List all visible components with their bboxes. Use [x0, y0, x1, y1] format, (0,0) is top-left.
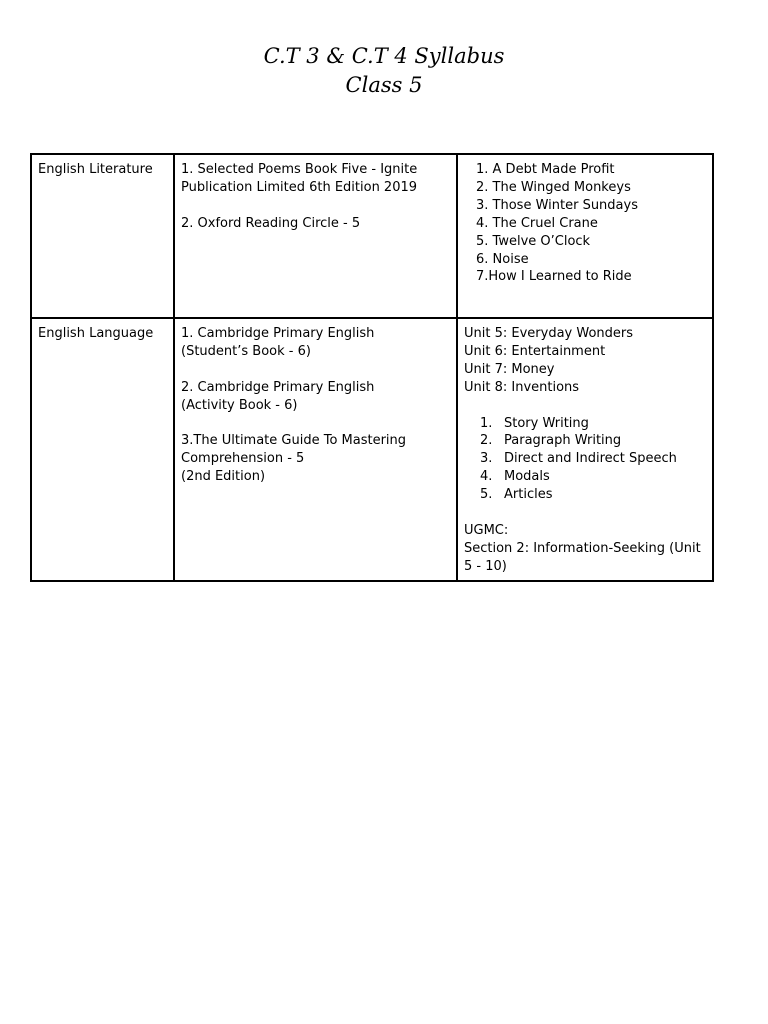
list-item: [464, 432, 706, 450]
topics-cell: [457, 154, 713, 318]
book-entry: 1. Cambridge Primary English: [181, 326, 375, 341]
list-text: Story Writing: [504, 415, 589, 431]
subject-cell: English Literature: [31, 154, 174, 318]
list-number: 4.: [480, 469, 493, 485]
list-item: [464, 486, 706, 504]
book-entry-detail: (Student’s Book - 6): [181, 343, 311, 359]
list-item: [464, 415, 706, 433]
list-item: 4. The Cruel Crane: [476, 215, 598, 231]
unit-item: Unit 7: Money: [464, 361, 555, 377]
ugmc-section: Section 2: Information-Seeking (Unit 5 - 10): [464, 540, 701, 574]
table-row: [31, 318, 713, 581]
book-entry: 2. Cambridge Primary English: [181, 379, 375, 395]
list-item: 5. Twelve O’Clock: [476, 233, 591, 249]
page-title: C.T 3 & C.T 4 Syllabus: [263, 44, 505, 68]
ugmc-label: UGMC:: [464, 522, 509, 538]
list-item: 3. Those Winter Sundays: [476, 197, 638, 213]
subject-cell: English Language: [31, 318, 174, 581]
book-entry: 3.The Ultimate Guide To Mastering Comprehension - 5: [181, 433, 407, 467]
page-subtitle: Class 5: [345, 73, 423, 97]
list-number: 3.: [480, 451, 493, 467]
list-number: 2.: [480, 433, 493, 449]
list-item: 6. Noise: [476, 251, 529, 267]
list-item: 7.How I Learned to Ride: [476, 269, 632, 285]
document-header: [0, 42, 768, 100]
list-text: Paragraph Writing: [504, 433, 622, 449]
unit-item: Unit 6: Entertainment: [464, 343, 606, 359]
syllabus-table: [30, 153, 714, 582]
book-entry: 2. Oxford Reading Circle - 5: [181, 215, 361, 231]
list-item: [464, 468, 706, 486]
books-cell: [174, 154, 457, 318]
list-text: Modals: [504, 469, 550, 485]
list-text: Direct and Indirect Speech: [504, 451, 677, 467]
writing-list: [464, 415, 706, 505]
list-text: Articles: [504, 487, 553, 503]
unit-item: Unit 8: Inventions: [464, 379, 580, 395]
books-cell: [174, 318, 457, 581]
book-entry: 1. Selected Poems Book Five - Ignite Publication Limited 6th Edition 2019: [181, 162, 418, 195]
list-item: 1. A Debt Made Profit: [476, 162, 615, 177]
book-entry-detail: (2nd Edition): [181, 469, 266, 485]
list-item: 2. The Winged Monkeys: [476, 179, 631, 195]
list-number: 5.: [480, 487, 493, 503]
topics-cell: [457, 318, 713, 581]
topics-list: [464, 161, 706, 286]
list-item: [464, 450, 706, 468]
table-row: [31, 154, 713, 318]
list-number: 1.: [480, 415, 493, 431]
book-entry-detail: (Activity Book - 6): [181, 397, 298, 413]
unit-item: Unit 5: Everyday Wonders: [464, 326, 634, 341]
